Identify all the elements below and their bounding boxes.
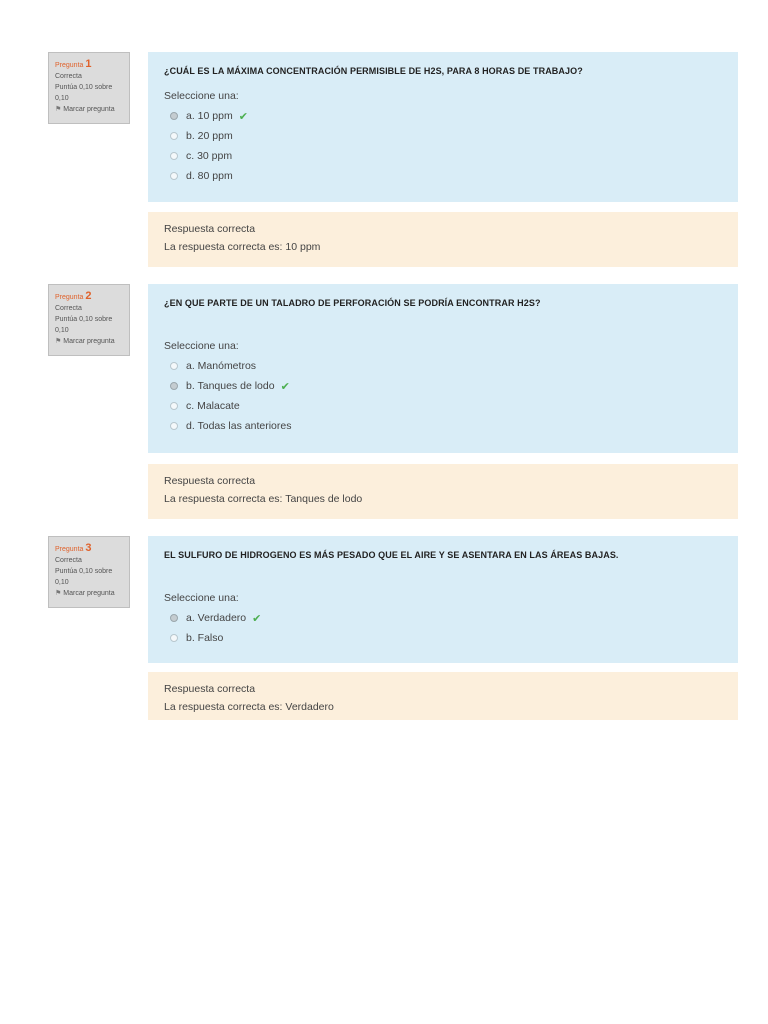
select-prompt: Seleccione una: xyxy=(164,90,239,102)
answer-option[interactable] xyxy=(164,608,722,628)
answer-label: b. 20 ppm xyxy=(186,130,233,142)
question-text: ¿CUÁL ES LA MÁXIMA CONCENTRACIÓN PERMISIBLE DE H2S, PARA 8 HORAS DE TRABAJO? xyxy=(164,66,583,76)
answer-list xyxy=(164,356,722,436)
feedback-title: Respuesta correcta xyxy=(164,475,256,487)
question-score: Puntúa 0,10 sobre 0,10 xyxy=(55,316,113,334)
question-content xyxy=(148,284,738,453)
answer-option[interactable] xyxy=(164,396,722,416)
flag-question-link[interactable] xyxy=(55,104,123,115)
radio-button[interactable] xyxy=(170,382,178,390)
feedback-text: La respuesta correcta es: Verdadero xyxy=(164,701,334,713)
question-info-panel xyxy=(48,52,130,124)
question-content xyxy=(148,536,738,663)
answer-option[interactable] xyxy=(164,126,722,146)
answer-option[interactable] xyxy=(164,166,722,186)
flag-label: Marcar pregunta xyxy=(63,338,115,345)
answer-option[interactable] xyxy=(164,146,722,166)
answer-label: a. 10 ppm xyxy=(186,110,233,122)
flag-icon: ⚑ xyxy=(55,106,62,113)
radio-button[interactable] xyxy=(170,362,178,370)
question-label: Pregunta xyxy=(55,294,84,301)
feedback-panel xyxy=(148,672,738,720)
feedback-panel xyxy=(148,212,738,267)
question-state: Correcta xyxy=(55,557,82,564)
feedback-panel xyxy=(148,464,738,519)
flag-label: Marcar pregunta xyxy=(63,106,115,113)
radio-button[interactable] xyxy=(170,634,178,642)
question-score: Puntúa 0,10 sobre 0,10 xyxy=(55,84,113,102)
answer-option[interactable] xyxy=(164,416,722,436)
feedback-title: Respuesta correcta xyxy=(164,223,256,235)
question-content xyxy=(148,52,738,202)
check-icon: ✔ xyxy=(280,380,290,393)
flag-question-link[interactable] xyxy=(55,336,123,347)
radio-button[interactable] xyxy=(170,172,178,180)
radio-button[interactable] xyxy=(170,132,178,140)
answer-list xyxy=(164,608,722,648)
flag-question-link[interactable] xyxy=(55,588,123,599)
question-info-panel xyxy=(48,284,130,356)
feedback-text: La respuesta correcta es: 10 ppm xyxy=(164,241,321,253)
check-icon: ✔ xyxy=(238,110,248,123)
question-label: Pregunta xyxy=(55,546,84,553)
answer-label: c. Malacate xyxy=(186,400,240,412)
answer-label: a. Manómetros xyxy=(186,360,257,372)
question-number: 1 xyxy=(85,58,92,70)
select-prompt: Seleccione una: xyxy=(164,340,239,352)
radio-button[interactable] xyxy=(170,112,178,120)
flag-icon: ⚑ xyxy=(55,338,62,345)
question-number: 2 xyxy=(85,290,92,302)
answer-list xyxy=(164,106,722,186)
question-score: Puntúa 0,10 sobre 0,10 xyxy=(55,568,113,586)
radio-button[interactable] xyxy=(170,614,178,622)
radio-button[interactable] xyxy=(170,422,178,430)
answer-label: b. Falso xyxy=(186,632,224,644)
check-icon: ✔ xyxy=(252,612,262,625)
flag-icon: ⚑ xyxy=(55,590,62,597)
question-text: EL SULFURO DE HIDROGENO ES MÁS PESADO QUE EL AIRE Y SE ASENTARA EN LAS ÁREAS BAJAS. xyxy=(164,550,619,560)
answer-label: d. Todas las anteriores xyxy=(186,420,292,432)
question-number: 3 xyxy=(85,542,92,554)
answer-option[interactable] xyxy=(164,376,722,396)
flag-label: Marcar pregunta xyxy=(63,590,115,597)
select-prompt: Seleccione una: xyxy=(164,592,239,604)
answer-label: a. Verdadero xyxy=(186,612,247,624)
answer-label: c. 30 ppm xyxy=(186,150,233,162)
answer-option[interactable] xyxy=(164,356,722,376)
question-info-panel xyxy=(48,536,130,608)
feedback-text: La respuesta correcta es: Tanques de lodo xyxy=(164,493,363,505)
answer-label: d. 80 ppm xyxy=(186,170,233,182)
radio-button[interactable] xyxy=(170,402,178,410)
question-state: Correcta xyxy=(55,73,82,80)
question-text: ¿EN QUE PARTE DE UN TALADRO DE PERFORACIÓN SE PODRÍA ENCONTRAR H2S? xyxy=(164,298,541,308)
question-state: Correcta xyxy=(55,305,82,312)
answer-option[interactable] xyxy=(164,628,722,648)
radio-button[interactable] xyxy=(170,152,178,160)
feedback-title: Respuesta correcta xyxy=(164,683,256,695)
answer-label: b. Tanques de lodo xyxy=(186,380,275,392)
question-label: Pregunta xyxy=(55,62,84,69)
answer-option[interactable] xyxy=(164,106,722,126)
